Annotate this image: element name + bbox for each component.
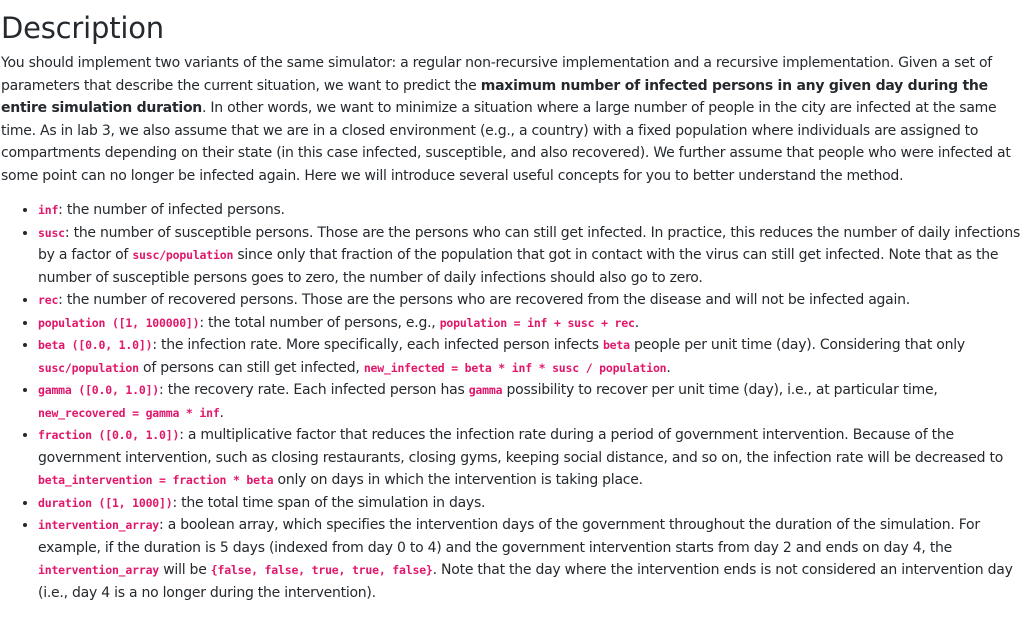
param-item-gamma — [38, 379, 1021, 424]
section-heading: Description — [1, 11, 164, 45]
inline-code: gamma — [468, 383, 503, 397]
param-text: : a multiplicative factor that reduces the infection rate during a period of government intervention. Because of the government intervention, such as closing restaurants, closing gyms, keeping social distance, and so on, the infection rate will be decreased to — [38, 427, 1004, 466]
param-item-fraction — [38, 424, 1021, 492]
param-code: population ([1, 100000]) — [38, 315, 200, 330]
intro-text-end: . In other words, we want to minimize a situation where a large number of people in the city are infected at the same time. As in lab 3, we also assume that we are in a closed environment (e.g., a country) with a fixed population where individuals are assigned to compartments depending on their state (in this case infected, susceptible, and also recovered). We further assume that people who were infected at some point can no longer be infected again. Here we will introduce several useful concepts for you to better understand the method. — [1, 100, 1011, 184]
param-text: : the number of recovered persons. Those are the persons who are recovered from the disease and will not be infected again. — [58, 292, 910, 308]
param-text: : the number of susceptible persons. Those are the persons who can still get infected. In practice, this reduces the number of daily infections by a factor of — [38, 224, 1020, 263]
param-item-population — [38, 312, 1021, 335]
param-text: only on days in which the intervention is taking place. — [273, 472, 643, 488]
inline-code: population = inf + susc + rec — [439, 315, 635, 330]
param-text: will be — [159, 562, 211, 578]
inline-code: beta — [602, 338, 630, 352]
inline-code: susc/population — [132, 248, 234, 262]
document-page — [0, 10, 1021, 604]
inline-code: new_recovered = gamma * inf — [38, 405, 220, 420]
param-text: : the total time span of the simulation in days. — [172, 494, 486, 511]
param-text: since only that fraction of the population that got in contact with the virus can still get infected. Note that as the number of susceptible persons goes to zero, the number of daily infections should also go to zero. — [38, 247, 999, 286]
param-item-susc — [38, 222, 1021, 290]
param-text: . — [219, 404, 224, 421]
param-item-beta — [38, 334, 1021, 379]
param-text: . — [634, 314, 639, 331]
param-item-intervention-array — [38, 514, 1021, 604]
inline-code: intervention_array — [38, 563, 160, 577]
intro-text-start: You should implement two variants of the same simulator: a regular non-recursive implementation and a recursive implementation. Given a set of parameters that describe the current situation, we want to predict the — [1, 55, 992, 94]
param-code: fraction ([0.0, 1.0]) — [38, 428, 180, 442]
param-text: people per unit time (day). Considering that only — [629, 337, 965, 353]
param-code: rec — [38, 293, 59, 307]
param-code: inf — [38, 203, 59, 217]
intro-paragraph — [1, 52, 1021, 187]
param-text: possibility to recover per unit time (day), i.e., at particular time, — [502, 382, 938, 398]
param-item-rec — [38, 289, 1021, 312]
param-item-duration — [38, 492, 1021, 515]
inline-code: new_infected = beta * inf * susc / population — [363, 360, 667, 375]
param-code: intervention_array — [38, 518, 160, 532]
inline-code: beta_intervention = fraction * beta — [38, 473, 274, 487]
inline-code: susc/population — [38, 360, 139, 375]
param-text: . — [666, 359, 671, 376]
param-item-inf — [38, 199, 1021, 222]
param-code: duration ([1, 1000]) — [38, 495, 173, 510]
inline-code: {false, false, true, true, false} — [210, 563, 433, 577]
param-text: : a boolean array, which specifies the intervention days of the government throughout the duration of the simulation. For example, if the duration is 5 days (indexed from day 0 to 4) and the government intervention starts from day 2 and ends on day 4, the — [38, 517, 980, 556]
param-text: : the infection rate. More specifically, each infected person infects — [152, 337, 603, 353]
param-code: gamma ([0.0, 1.0]) — [38, 383, 160, 397]
parameter-list — [1, 199, 1021, 604]
param-text: of persons can still get infected, — [138, 359, 364, 376]
param-code: susc — [38, 225, 65, 240]
param-text: : the recovery rate. Each infected person has — [159, 382, 469, 398]
param-text: : the total number of persons, e.g., — [199, 314, 440, 331]
param-text: . Note that the day where the intervention ends is not considered an intervention day (i.e., day 4 is a no longer during the intervention). — [38, 562, 1013, 601]
param-code: beta ([0.0, 1.0]) — [38, 338, 153, 352]
intro-bold-text: maximum number of infected persons in any given day during the entire simulation duration — [1, 77, 988, 116]
param-text: : the number of infected persons. — [58, 202, 285, 218]
